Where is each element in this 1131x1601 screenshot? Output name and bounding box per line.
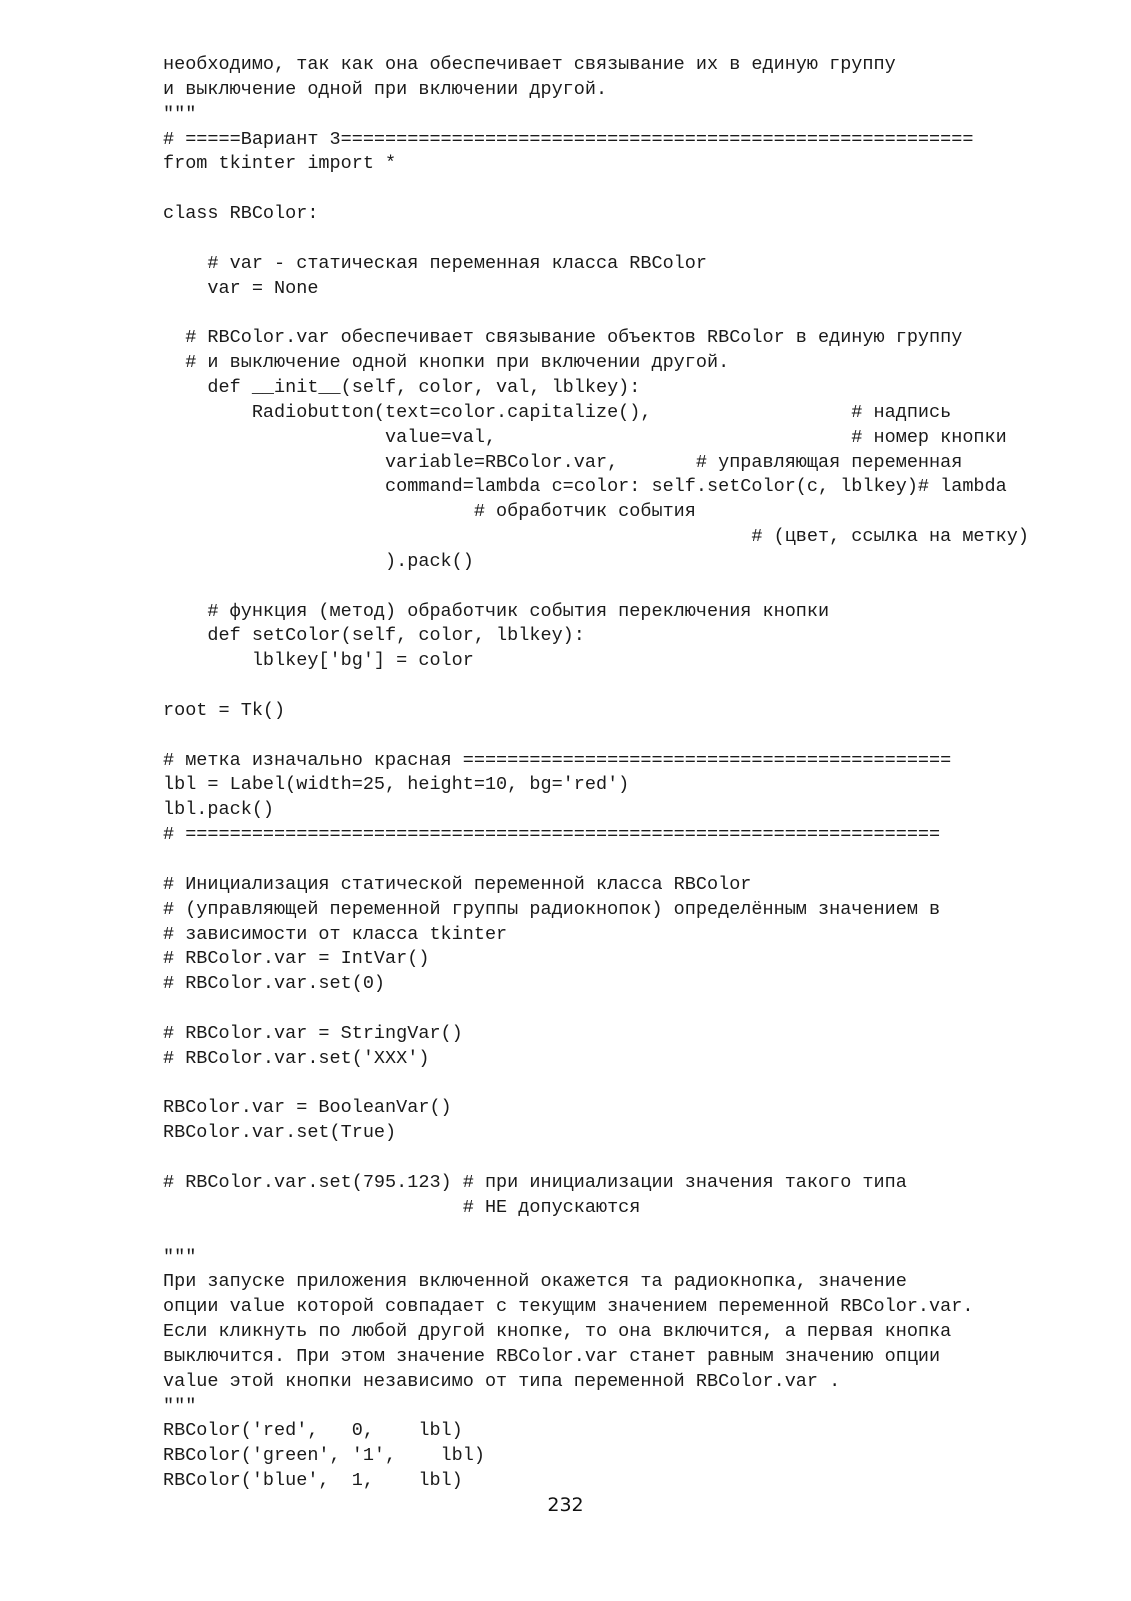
code-line: # (управляющей переменной группы радиокнопок) определённым значением в (163, 898, 941, 920)
code-line: value этой кнопки независимо от типа переменной RBColor.var . (163, 1370, 841, 1392)
code-line: выключится. При этом значение RBColor.var станет равным значению опции (163, 1345, 941, 1367)
code-line (163, 1146, 1029, 1171)
code-line: def __init__(self, color, val, lblkey): (163, 376, 641, 398)
code-line: необходимо, так как она обеспечивает связывание их в единую группу (163, 54, 896, 75)
code-line: # (цвет, ссылка на метку) (163, 526, 1029, 548)
code-line: lblkey['bg'] = color (163, 650, 474, 672)
code-line: # RBColor.var = StringVar() (163, 1022, 463, 1044)
code-line (163, 997, 1029, 1022)
code-line (163, 848, 1029, 873)
page-number: 232 (547, 1494, 584, 1516)
code-line (163, 301, 1029, 326)
code-line (163, 227, 1029, 252)
code-line: RBColor.var.set(True) (163, 1122, 397, 1144)
code-line: # RBColor.var обеспечивает связывание объектов RBColor в единую группу (163, 327, 963, 349)
code-line: def setColor(self, color, lblkey): (163, 625, 585, 647)
code-line: # функция (метод) обработчик события переключения кнопки (163, 600, 830, 622)
code-line: Radiobutton(text=color.capitalize(), # надпись (163, 401, 952, 423)
code-line: ).pack() (163, 550, 474, 572)
code-line: # обработчик события (163, 501, 696, 523)
code-line (163, 177, 1029, 202)
code-line: """ (163, 1395, 197, 1417)
code-line: # RBColor.var.set(795.123) # при инициализации значения такого типа (163, 1171, 907, 1193)
code-line: # метка изначально красная ============================================ (163, 749, 952, 771)
code-line (163, 1072, 1029, 1097)
code-line: # RBColor.var = IntVar() (163, 948, 430, 970)
code-listing (163, 53, 1029, 1494)
code-line: value=val, # номер кнопки (163, 426, 1007, 448)
code-line: RBColor('green', '1', lbl) (163, 1445, 485, 1467)
code-line: # зависимости от класса tkinter (163, 923, 508, 945)
code-line: RBColor.var = BooleanVar() (163, 1097, 452, 1119)
code-line: # ==================================================================== (163, 824, 941, 846)
code-line: command=lambda c=color: self.setColor(c, lblkey)# lambda (163, 476, 1007, 498)
code-line: # НЕ допускаются (163, 1196, 641, 1218)
code-line: опции value которой совпадает с текущим значением переменной RBColor.var. (163, 1296, 974, 1318)
code-line: # Инициализация статической переменной класса RBColor (163, 873, 752, 895)
code-line: # var - статическая переменная класса RBColor (163, 252, 707, 274)
code-line (163, 1221, 1029, 1246)
code-line: """ (163, 1246, 197, 1268)
code-line: lbl = Label(width=25, height=10, bg='red') (163, 774, 630, 796)
code-line (163, 575, 1029, 600)
code-line: RBColor('red', 0, lbl) (163, 1420, 463, 1442)
code-line (163, 724, 1029, 749)
code-line: RBColor('blue', 1, lbl) (163, 1470, 463, 1492)
code-line: # RBColor.var.set(0) (163, 973, 386, 995)
code-line: """ (163, 103, 197, 125)
code-line: Если кликнуть по любой другой кнопке, то она включится, а первая кнопка (163, 1321, 952, 1343)
code-line: var = None (163, 277, 319, 299)
code-line (163, 674, 1029, 699)
code-line: class RBColor: (163, 203, 319, 225)
code-line: lbl.pack() (163, 799, 275, 821)
code-line: При запуске приложения включенной окажется та радиокнопка, значение (163, 1271, 907, 1293)
code-line: и выключение одной при включении другой. (163, 78, 608, 100)
code-line: from tkinter import * (163, 153, 397, 175)
code-line: variable=RBColor.var, # управляющая переменная (163, 451, 963, 473)
code-line: # =====Вариант 3========================================================= (163, 128, 974, 150)
code-line: # и выключение одной кнопки при включении другой. (163, 352, 730, 374)
code-line: root = Tk() (163, 699, 286, 721)
code-line: # RBColor.var.set('XXX') (163, 1047, 430, 1069)
